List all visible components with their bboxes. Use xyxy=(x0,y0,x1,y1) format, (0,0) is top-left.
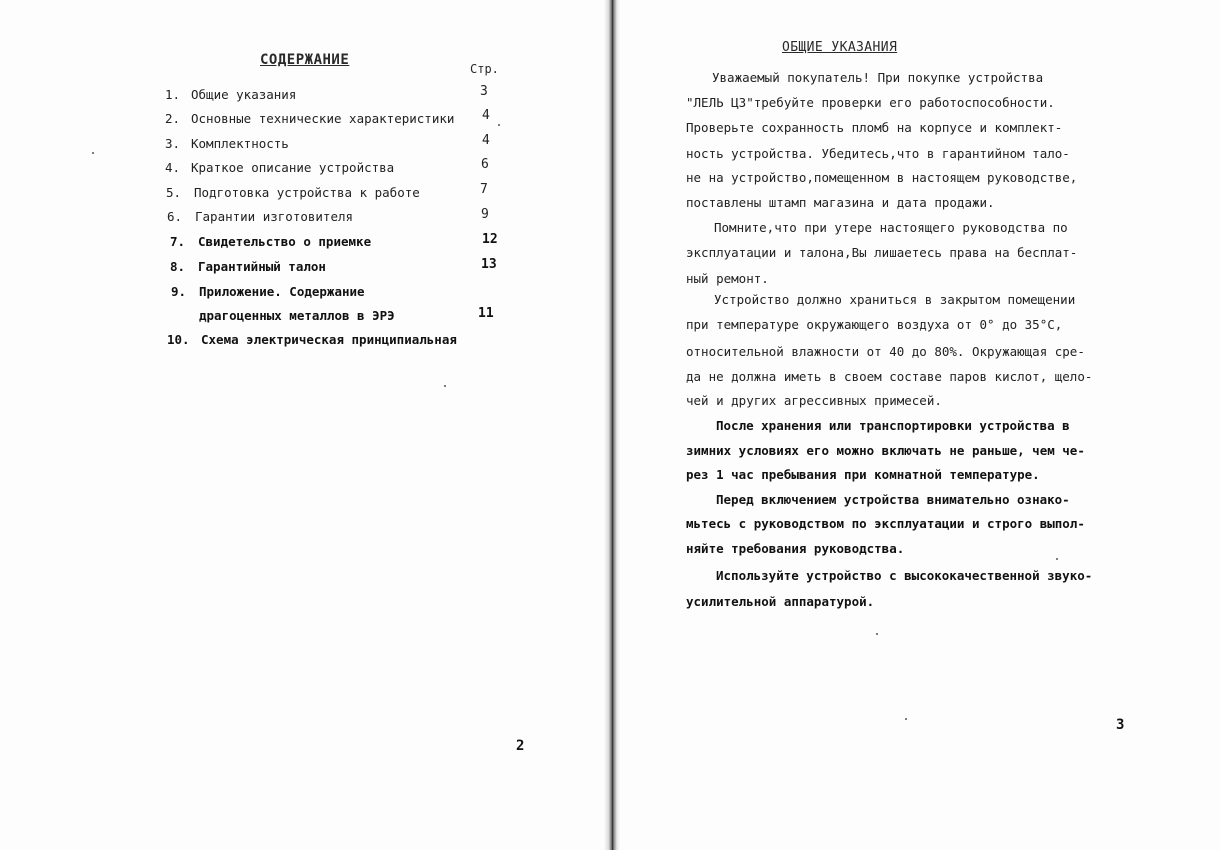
toc-item-text: Комплектность xyxy=(191,136,289,151)
toc-item xyxy=(165,87,296,102)
scan-speck xyxy=(1056,558,1058,560)
toc-item xyxy=(171,284,365,299)
toc-item-page: 13 xyxy=(481,257,497,272)
toc-item-number: 5. xyxy=(166,185,182,200)
toc-item-text: Подготовка устройства к работе xyxy=(194,185,420,200)
body-line: "ЛЕЛЬ ЦЗ"требуйте проверки его работоспособности. xyxy=(686,95,1055,110)
toc-item-text: Краткое описание устройства xyxy=(191,160,395,175)
toc-item xyxy=(166,185,420,200)
scan-speck xyxy=(876,633,878,635)
body-line: Перед включением устройства внимательно ознако- xyxy=(716,492,1070,507)
toc-item xyxy=(165,136,289,151)
body-line: да не должна иметь в своем составе паров кислот, щело- xyxy=(686,369,1093,384)
toc-item xyxy=(170,234,371,249)
toc-item-page: 6 xyxy=(481,157,489,172)
toc-item-number: 8. xyxy=(170,259,186,274)
page-number-left: 2 xyxy=(516,738,525,754)
body-line: усилительной аппаратурой. xyxy=(686,594,875,609)
toc-item xyxy=(167,209,353,224)
body-line: После хранения или транспортировки устройства в xyxy=(716,418,1070,433)
body-line: при температуре окружающего воздуха от 0° до 35°С, xyxy=(686,317,1063,332)
body-line: относительной влажности от 40 до 80%. Окружающая сре- xyxy=(686,344,1085,359)
toc-item xyxy=(165,160,394,175)
toc-item-page: 4 xyxy=(482,133,490,148)
toc-item-number: 10. xyxy=(167,332,190,347)
toc-item xyxy=(170,259,326,274)
body-line: поставлены штамп магазина и дата продажи. xyxy=(686,195,995,210)
scan-speck xyxy=(498,124,500,126)
contents-title: СОДЕРЖАНИЕ xyxy=(260,52,350,68)
body-line: эксплуатации и талона,Вы лишаетесь права на бесплат- xyxy=(686,245,1078,260)
binding-gutter xyxy=(604,0,620,850)
scan-speck xyxy=(92,152,94,154)
toc-item-page: 12 xyxy=(482,232,498,247)
body-line: Используйте устройство с высококачественной звуко- xyxy=(716,568,1093,583)
section-title: ОБЩИЕ УКАЗАНИЯ xyxy=(782,40,898,55)
body-line: няйте требования руководства. xyxy=(686,541,905,556)
body-line: ный ремонт. xyxy=(686,271,769,286)
toc-item-number: 1. xyxy=(165,87,181,102)
toc-item-number: 4. xyxy=(165,160,181,175)
toc-item-text: Схема электрическая принципиальная xyxy=(201,332,457,347)
body-line: не на устройство,помещенном в настоящем руководстве, xyxy=(686,170,1078,185)
body-line: зимних условиях его можно включать не раньше, чем че- xyxy=(686,443,1085,458)
scan-speck xyxy=(444,385,446,387)
toc-item-page: 3 xyxy=(480,84,488,99)
toc-item-page: 7 xyxy=(480,182,488,197)
body-line: Устройство должно храниться в закрытом помещении xyxy=(714,292,1076,307)
body-line: Уважаемый покупатель! При покупке устройства xyxy=(712,70,1044,85)
body-line: рез 1 час пребывания при комнатной температуре. xyxy=(686,467,1040,482)
toc-item-number: 3. xyxy=(165,136,181,151)
body-line: Проверьте сохранность пломб на корпусе и комплект- xyxy=(686,120,1063,135)
toc-item-text: Свидетельство о приемке xyxy=(198,234,372,249)
page-number-right: 3 xyxy=(1116,717,1125,733)
body-line: чей и других агрессивных примесей. xyxy=(686,393,942,408)
body-line: Помните,что при утере настоящего руководства по xyxy=(714,220,1068,235)
toc-item-text: драгоценных металлов в ЭРЭ xyxy=(199,308,395,323)
toc-item-page: 9 xyxy=(481,207,489,222)
toc-item xyxy=(165,111,454,126)
body-line: мьтесь с руководством по эксплуатации и строго выпол- xyxy=(686,516,1085,531)
toc-item-text: Гарантийный талон xyxy=(198,259,326,274)
toc-item-text: Приложение. Содержание xyxy=(199,284,365,299)
toc-item-number: 9. xyxy=(171,284,187,299)
toc-item-page: 4 xyxy=(482,108,490,123)
toc-item-number: 6. xyxy=(167,209,183,224)
toc-item-text: Гарантии изготовителя xyxy=(195,209,354,224)
toc-item-text: Общие указания xyxy=(191,87,297,102)
toc-item xyxy=(167,332,457,347)
toc-item-text: Основные технические характеристики xyxy=(191,111,455,126)
toc-item xyxy=(171,308,395,323)
toc-item-number: 7. xyxy=(170,234,186,249)
scan-speck xyxy=(905,718,907,720)
toc-item-number: 2. xyxy=(165,111,181,126)
toc-item-page: 11 xyxy=(478,306,494,321)
page-column-label: Стр. xyxy=(470,62,499,76)
body-line: ность устройства. Убедитесь,что в гарантийном тало- xyxy=(686,146,1070,161)
